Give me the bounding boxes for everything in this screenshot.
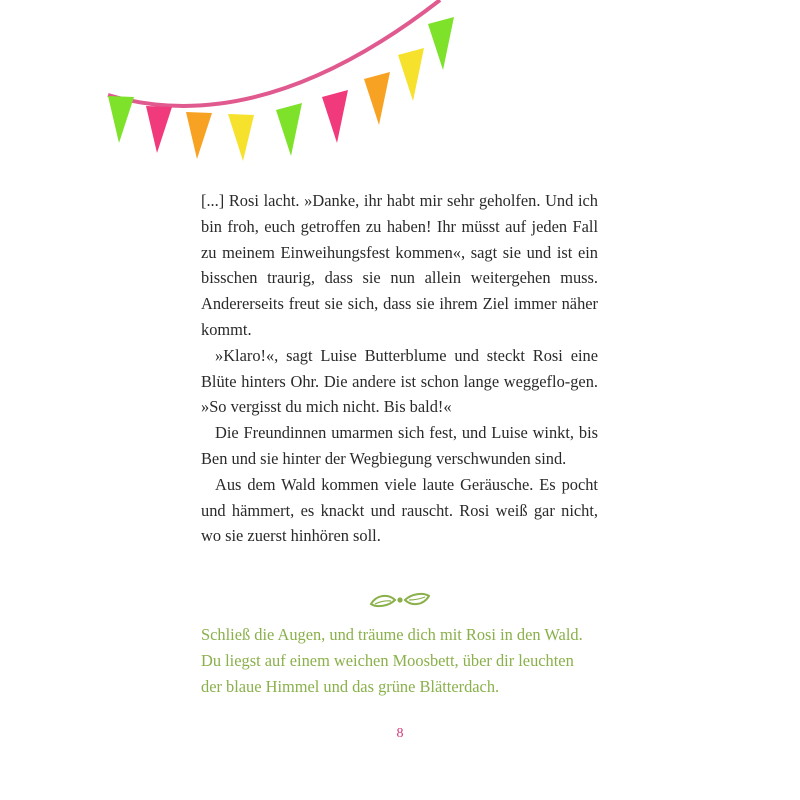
story-text: [201, 188, 598, 549]
page-number: 8: [396, 726, 404, 741]
bunting-flag: [108, 96, 134, 143]
meditation-line: Schließ die Augen, und träume dich mit Rosi in den Wald.: [201, 625, 583, 644]
story-paragraph: Aus dem Wald kommen viele laute Geräusche. Es pocht und hämmert, es knackt und rauscht. Rosi weiß gar nicht, wo sie zuerst hinhören soll.: [201, 474, 598, 546]
bunting-flag: [364, 72, 390, 125]
bunting-string: [108, 0, 440, 106]
story-paragraph: »Klaro!«, sagt Luise Butterblume und steckt Rosi eine Blüte hinters Ohr. Die andere ist schon lange weggeflo-gen. »So vergisst du mich nicht. Bis bald!«: [201, 345, 598, 417]
story-paragraph: [...] Rosi lacht. »Danke, ihr habt mir sehr geholfen. Und ich bin froh, euch getroffen zu haben! Ihr müsst auf jeden Fall zu meinem Einweihungsfest kommen«, sagt sie und ist ein bisschen traurig, dass sie nun allein weitergehen muss. Andererseits freut sie sich, dass sie ihrem Ziel immer näher kommt.: [201, 191, 598, 339]
bunting-flag: [398, 48, 424, 101]
bunting-flag: [428, 17, 454, 70]
bunting-flag: [228, 114, 254, 161]
meditation-line: Du liegst auf einem weichen Moosbett, über dir leuchten: [201, 651, 574, 670]
bunting-flag: [322, 90, 348, 143]
meditation-line: der blaue Himmel und das grüne Blätterdach.: [201, 677, 500, 696]
bunting-flag: [276, 103, 302, 156]
bunting-flag: [146, 106, 172, 153]
story-paragraph: Die Freundinnen umarmen sich fest, und Luise winkt, bis Ben und sie hinter der Wegbiegung verschwunden sind.: [201, 423, 598, 468]
leaf-ornament-icon: [367, 588, 433, 612]
meditation-text: [201, 622, 601, 700]
bunting-flag: [186, 112, 212, 159]
